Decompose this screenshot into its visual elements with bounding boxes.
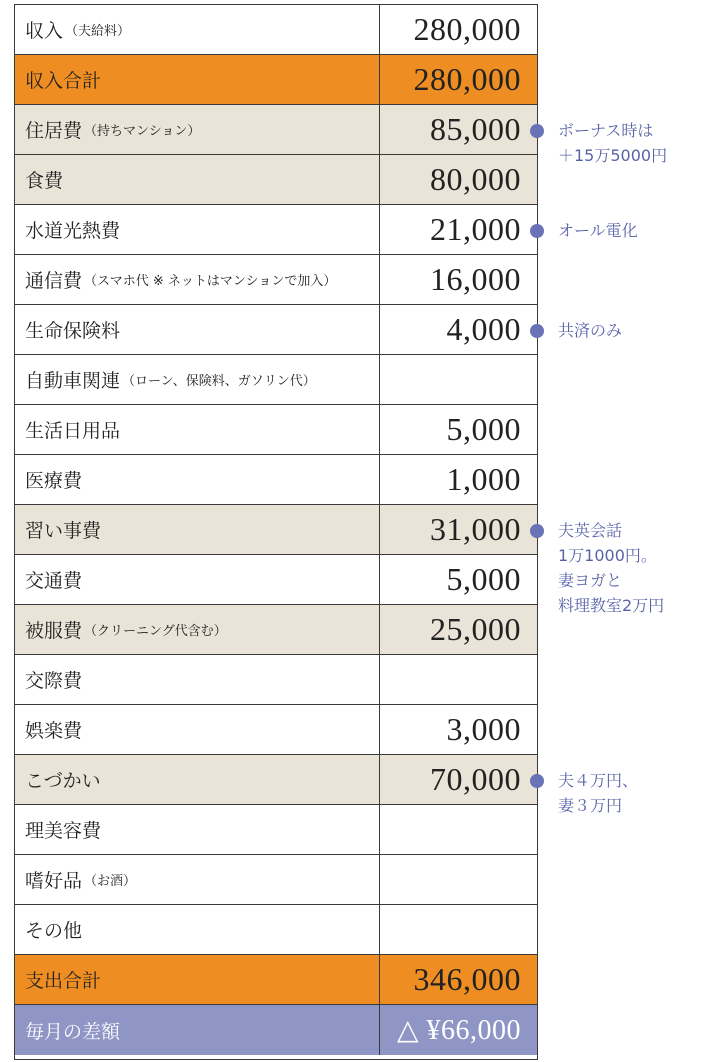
row-label-note: （ローン、保険料、ガソリン代）: [122, 374, 316, 389]
row-value: 280,000: [413, 11, 521, 47]
row-value: △ ¥66,000: [396, 1015, 521, 1046]
row-label-text: 通信費: [25, 270, 83, 292]
row-label: [15, 755, 380, 804]
row-label-note: （持ちマンション）: [84, 124, 201, 139]
row-label: [15, 5, 380, 54]
row-label-note: （スマホ代 ※ ネットはマンションで加入）: [84, 274, 337, 289]
row-label: [15, 55, 380, 104]
row-label: [15, 905, 380, 954]
row-label: [15, 355, 380, 404]
row-label: [15, 805, 380, 854]
side-note: [530, 322, 622, 343]
row-value: [380, 805, 537, 854]
row-label-note: （夫給料）: [65, 24, 131, 39]
row-label: [15, 605, 380, 654]
bullet-dot-icon: [530, 524, 544, 538]
row-label-text: 医療費: [25, 470, 83, 492]
row-label: [15, 305, 380, 354]
budget-table: [14, 4, 538, 1060]
row-label: [15, 855, 380, 904]
row-label: [15, 405, 380, 454]
table-row: [15, 255, 537, 305]
bullet-dot-icon: [530, 224, 544, 238]
row-label-text: その他: [25, 920, 83, 942]
table-row: [15, 455, 537, 505]
row-label-text: 収入: [25, 20, 64, 42]
row-label-text: 収入合計: [25, 70, 102, 92]
table-row: [15, 305, 537, 355]
row-label-text: 生命保険料: [25, 320, 121, 342]
table-row: [15, 355, 537, 405]
row-label: [15, 555, 380, 604]
table-row: [15, 705, 537, 755]
table-row: [15, 5, 537, 55]
side-note-text: オール電化: [558, 221, 638, 240]
table-row: [15, 605, 537, 655]
table-row: [15, 55, 537, 105]
row-label-text: 生活日用品: [25, 420, 121, 442]
row-label: [15, 205, 380, 254]
table-row: [15, 405, 537, 455]
table-row: [15, 205, 537, 255]
row-label-text: 理美容費: [25, 820, 102, 842]
row-value: 280,000: [413, 61, 521, 97]
side-note-text: 夫英会話 1万1000円。 妻ヨガと 料理教室2万円: [558, 521, 665, 615]
table-row: [15, 1005, 537, 1055]
row-label-note: （お酒）: [84, 874, 137, 889]
row-label-text: 自動車関連: [25, 370, 121, 392]
side-note: [530, 222, 638, 243]
row-label-text: 娯楽費: [25, 720, 83, 742]
row-value: 16,000: [430, 261, 521, 297]
row-value: 5,000: [446, 561, 521, 597]
row-label: [15, 1005, 380, 1055]
row-label: [15, 655, 380, 704]
row-value: 80,000: [430, 161, 521, 197]
row-value: [380, 855, 537, 904]
table-row: [15, 655, 537, 705]
row-label-text: 交際費: [25, 670, 83, 692]
row-label-text: 毎月の差額: [25, 1020, 121, 1043]
row-label: [15, 255, 380, 304]
table-row: [15, 105, 537, 155]
row-label: [15, 155, 380, 204]
side-note-text: 共済のみ: [558, 321, 623, 340]
table-row: [15, 955, 537, 1005]
row-value: [380, 905, 537, 954]
row-label-text: 住居費: [25, 120, 83, 142]
side-note-text: 夫４万円、 妻３万円: [558, 771, 639, 815]
row-value: 3,000: [446, 711, 521, 747]
side-note: [530, 522, 664, 618]
row-label-text: 水道光熱費: [25, 220, 121, 242]
row-label: [15, 505, 380, 554]
row-value: 85,000: [430, 111, 521, 147]
row-label-text: 嗜好品: [25, 870, 83, 892]
row-value: 21,000: [430, 211, 521, 247]
table-row: [15, 805, 537, 855]
table-row: [15, 155, 537, 205]
bullet-dot-icon: [530, 124, 544, 138]
row-value: 4,000: [446, 311, 521, 347]
row-value: 5,000: [446, 411, 521, 447]
row-value: 70,000: [430, 761, 521, 797]
row-label: [15, 955, 380, 1004]
row-label-text: 支出合計: [25, 970, 102, 992]
table-row: [15, 905, 537, 955]
row-value: 31,000: [430, 511, 521, 547]
table-row: [15, 855, 537, 905]
row-value: 1,000: [446, 461, 521, 497]
table-row: [15, 555, 537, 605]
row-value: [380, 655, 537, 704]
row-label-note: （クリーニング代含む）: [84, 624, 227, 639]
bullet-dot-icon: [530, 324, 544, 338]
bullet-dot-icon: [530, 774, 544, 788]
row-value: [380, 355, 537, 404]
row-label: [15, 455, 380, 504]
side-note-text: ボーナス時は ＋15万5000円: [558, 121, 668, 165]
table-row: [15, 755, 537, 805]
row-label: [15, 705, 380, 754]
side-note: [530, 772, 638, 818]
row-label: [15, 105, 380, 154]
row-label-text: 被服費: [25, 620, 83, 642]
row-value: 25,000: [430, 611, 521, 647]
row-value: 346,000: [413, 961, 521, 997]
row-label-text: 交通費: [25, 570, 83, 592]
row-label-text: 習い事費: [25, 520, 102, 542]
table-row: [15, 505, 537, 555]
row-label-text: こづかい: [25, 770, 101, 792]
row-label-text: 食費: [25, 170, 64, 192]
side-note: [530, 122, 667, 168]
